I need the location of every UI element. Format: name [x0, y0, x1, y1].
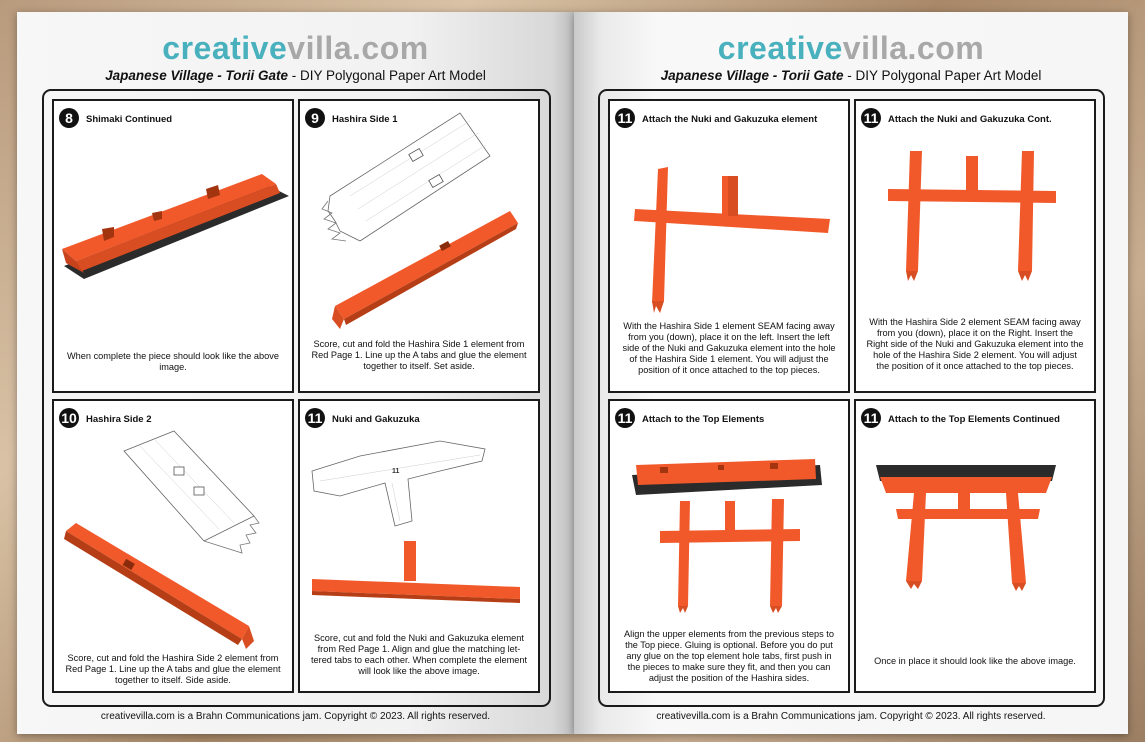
- step-card: [854, 399, 1096, 693]
- step-number-badge: 11: [615, 108, 635, 128]
- torii-gate-image: [856, 401, 1094, 691]
- step-card: [854, 99, 1096, 393]
- step-title: Attach the Nuki and Gakuzuka Cont.: [888, 114, 1052, 125]
- step-caption: Score, cut and fold the Hashira Side 2 element from Red Page 1. Line up the A tabs and glue the element together to itself. Side aside.: [65, 653, 281, 685]
- step-title: Attach to the Top Elements: [642, 414, 765, 425]
- step-card: [298, 99, 540, 393]
- step-caption: Once in place it should look like the above image.: [874, 656, 1076, 666]
- step-caption: With the Hashira Side 1 element SEAM facing away from you (down), place it on the left. Insert the left side of the Nuki and Gakuzuka element into the hole of the Hashira Side 1 element. You will adjust the position of it once attached to the top pieces.: [622, 321, 836, 375]
- step-title: Attach to the Top Elements Continued: [888, 414, 1060, 425]
- step-card: [52, 399, 294, 693]
- step-card: [52, 99, 294, 393]
- step-title: Hashira Side 1: [332, 114, 398, 125]
- step-title: Nuki and Gakuzuka: [332, 414, 420, 425]
- step-number-badge: 10: [59, 408, 79, 428]
- page-subtitle: Japanese Village - Torii Gate - DIY Polygonal Paper Art Model: [660, 68, 1042, 83]
- shimaki-image: [54, 101, 292, 391]
- step-card: [608, 99, 850, 393]
- step-caption: Align the upper elements from the previous steps to the Top piece. Gluing is optional. Before you do put any glue on the top element hole tabs, first push in the pieces to make sure they fit, and then you can adjust the position of the Hashira sides.: [624, 629, 834, 683]
- step-title: Hashira Side 2: [86, 414, 152, 425]
- steps-frame: [42, 89, 551, 707]
- step-caption: With the Hashira Side 2 element SEAM facing away from you (down), place it on the Right. Insert the Right side of the Nuki and Gakuzuka element into the hole of the Hashira Side 2 element. You will adjust the position of it once attached to the top pieces.: [866, 317, 1084, 371]
- site-logo: creativevilla.com: [162, 30, 429, 66]
- step-title: Attach the Nuki and Gakuzuka element: [642, 114, 818, 125]
- copyright-footer: creativevilla.com is a Brahn Communications jam. Copyright © 2023. All rights reserved.: [656, 711, 1046, 722]
- step-number-badge: 11: [861, 108, 881, 128]
- step-caption: Score, cut and fold the Nuki and Gakuzuka element from Red Page 1. Align and glue the matching let-tered tabs to each other. When complete the element will look like the above image.: [310, 633, 528, 676]
- step-card: [608, 399, 850, 693]
- copyright-footer: creativevilla.com is a Brahn Communications jam. Copyright © 2023. All rights reserved.: [100, 711, 491, 722]
- step-number-badge: 11: [615, 408, 635, 428]
- step-title: Shimaki Continued: [86, 114, 173, 125]
- left-page: [17, 12, 574, 734]
- step-number-badge: 9: [305, 108, 325, 128]
- page-subtitle: Japanese Village - Torii Gate - DIY Polygonal Paper Art Model: [105, 68, 486, 83]
- step-number-badge: 8: [59, 108, 79, 128]
- pattern-number-label: 11: [392, 468, 400, 475]
- right-page: [574, 12, 1128, 734]
- steps-frame: [598, 89, 1105, 707]
- step-number-badge: 11: [305, 408, 325, 428]
- step-caption: When complete the piece should look like the above image.: [67, 351, 279, 372]
- site-logo: creativevilla.com: [717, 30, 985, 66]
- step-number-badge: 11: [861, 408, 881, 428]
- hashira-side-2-image: [54, 401, 292, 691]
- step-caption: Score, cut and fold the Hashira Side 1 element from Red Page 1. Line up the A tabs and glue the element together to itself. Set aside.: [311, 339, 527, 371]
- step-card: [298, 399, 540, 693]
